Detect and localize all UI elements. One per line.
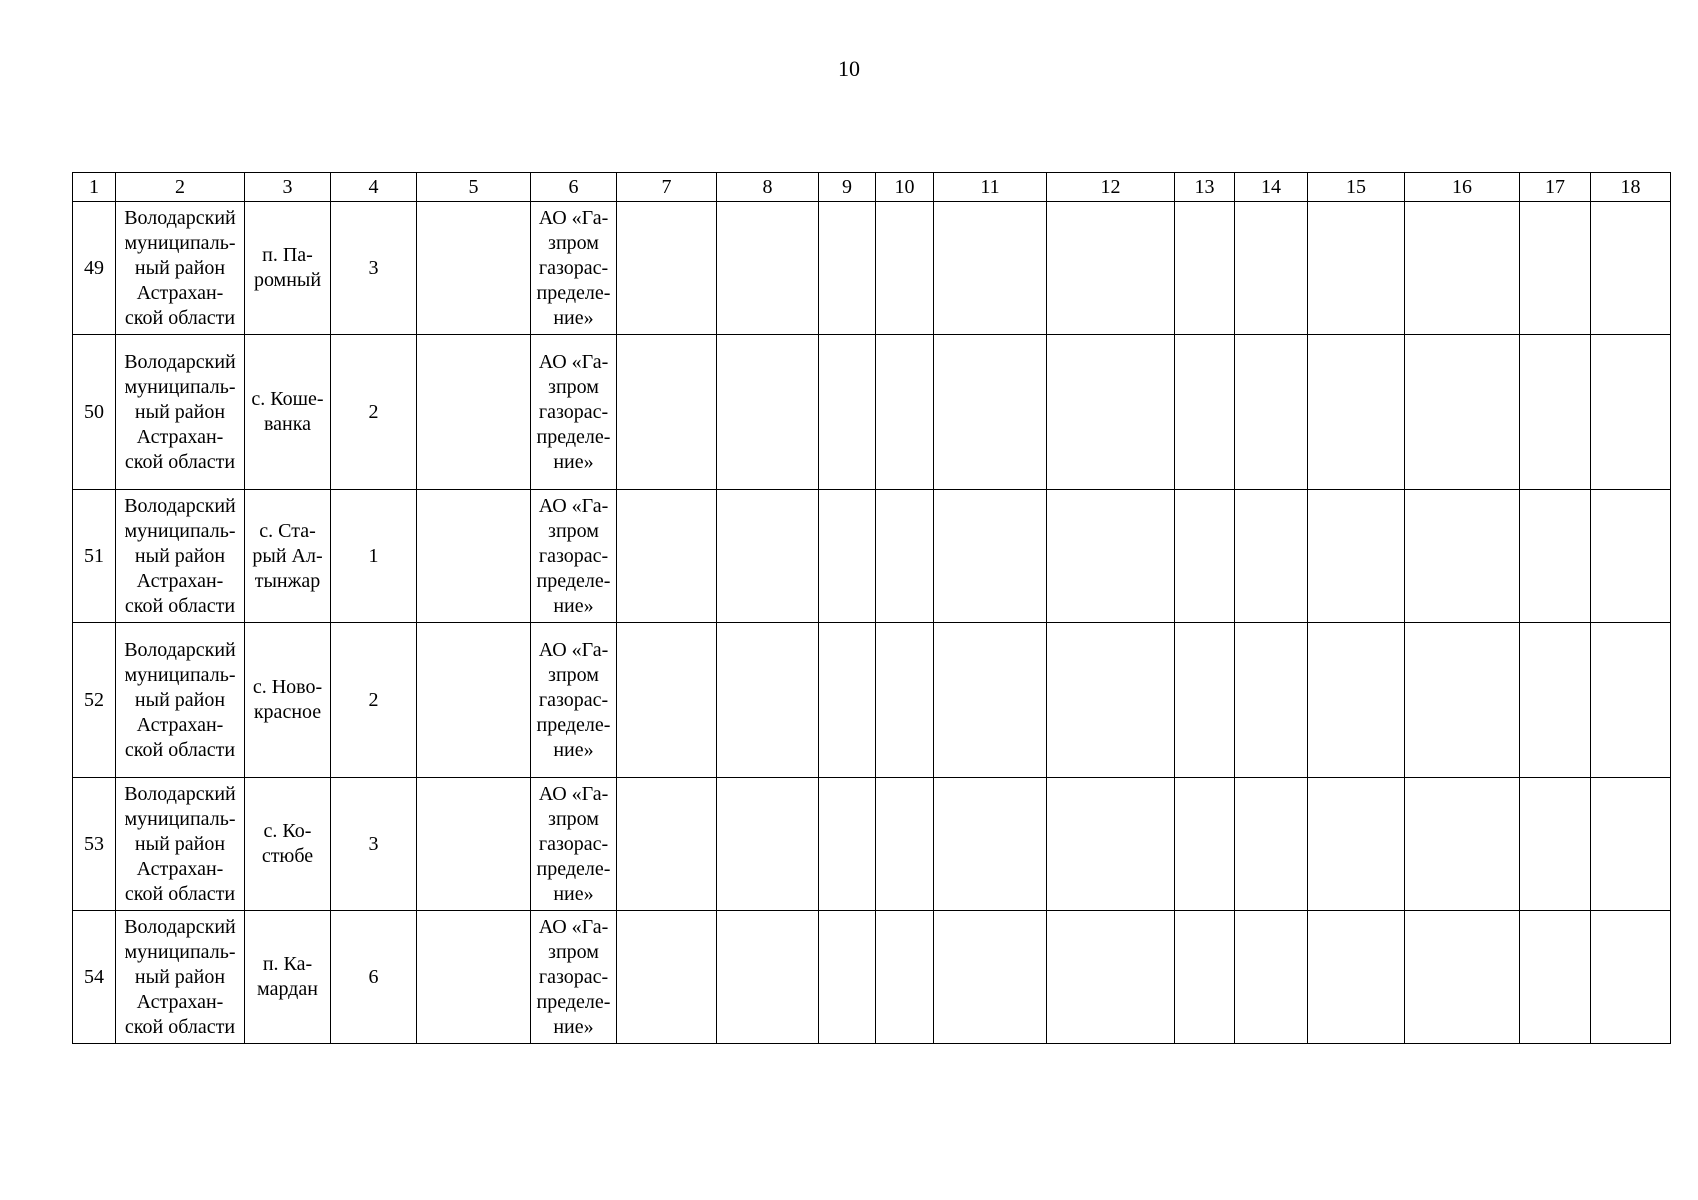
empty-cell <box>1175 490 1235 623</box>
empty-cell <box>1175 335 1235 490</box>
empty-cell <box>1405 335 1520 490</box>
empty-cell <box>1308 335 1405 490</box>
col5-cell <box>417 623 531 778</box>
empty-cell <box>1235 623 1308 778</box>
organization-cell: АО «Га- зпром газорас- пределе- ние» <box>531 623 617 778</box>
empty-cell <box>617 911 717 1044</box>
empty-cell <box>934 490 1047 623</box>
empty-cell <box>617 335 717 490</box>
empty-cell <box>717 623 819 778</box>
settlement-cell: п. Па- ромный <box>245 202 331 335</box>
district-cell: Володарский муниципаль- ный район Астрахан- ской области <box>116 490 245 623</box>
organization-cell: АО «Га- зпром газорас- пределе- ние» <box>531 911 617 1044</box>
empty-cell <box>617 202 717 335</box>
column-header: 6 <box>531 173 617 202</box>
district-cell: Володарский муниципаль- ный район Астрахан- ской области <box>116 911 245 1044</box>
empty-cell <box>1235 778 1308 911</box>
col5-cell <box>417 778 531 911</box>
empty-cell <box>1047 202 1175 335</box>
column-header: 12 <box>1047 173 1175 202</box>
empty-cell <box>1175 778 1235 911</box>
empty-cell <box>1235 911 1308 1044</box>
table-row <box>73 911 1671 1044</box>
empty-cell <box>1175 202 1235 335</box>
empty-cell <box>819 623 876 778</box>
empty-cell <box>1591 623 1671 778</box>
empty-cell <box>1591 335 1671 490</box>
column-header: 16 <box>1405 173 1520 202</box>
empty-cell <box>717 778 819 911</box>
empty-cell <box>934 202 1047 335</box>
empty-cell <box>1405 778 1520 911</box>
settlement-cell: п. Ка- мардан <box>245 911 331 1044</box>
empty-cell <box>1175 911 1235 1044</box>
count-cell: 1 <box>331 490 417 623</box>
table-row <box>73 490 1671 623</box>
empty-cell <box>617 623 717 778</box>
row-number-cell: 54 <box>73 911 116 1044</box>
empty-cell <box>1520 911 1591 1044</box>
organization-cell: АО «Га- зпром газорас- пределе- ние» <box>531 490 617 623</box>
organization-cell: АО «Га- зпром газорас- пределе- ние» <box>531 202 617 335</box>
count-cell: 2 <box>331 335 417 490</box>
empty-cell <box>1405 623 1520 778</box>
column-header: 4 <box>331 173 417 202</box>
empty-cell <box>1591 911 1671 1044</box>
empty-cell <box>717 335 819 490</box>
col5-cell <box>417 335 531 490</box>
count-cell: 3 <box>331 778 417 911</box>
settlement-cell: с. Ко- стюбе <box>245 778 331 911</box>
document-table <box>72 172 1671 1044</box>
empty-cell <box>876 335 934 490</box>
empty-cell <box>1235 202 1308 335</box>
organization-cell: АО «Га- зпром газорас- пределе- ние» <box>531 335 617 490</box>
empty-cell <box>1308 778 1405 911</box>
table-row <box>73 623 1671 778</box>
empty-cell <box>1047 778 1175 911</box>
header-row <box>73 173 1671 202</box>
district-cell: Володарский муниципаль- ный район Астрахан- ской области <box>116 335 245 490</box>
column-header: 10 <box>876 173 934 202</box>
empty-cell <box>1405 490 1520 623</box>
empty-cell <box>819 778 876 911</box>
col5-cell <box>417 202 531 335</box>
settlement-cell: с. Ново- красное <box>245 623 331 778</box>
empty-cell <box>1591 202 1671 335</box>
district-cell: Володарский муниципаль- ный район Астрахан- ской области <box>116 202 245 335</box>
column-header: 2 <box>116 173 245 202</box>
empty-cell <box>1308 623 1405 778</box>
column-header: 11 <box>934 173 1047 202</box>
empty-cell <box>1520 778 1591 911</box>
organization-cell: АО «Га- зпром газорас- пределе- ние» <box>531 778 617 911</box>
column-header: 18 <box>1591 173 1671 202</box>
empty-cell <box>1235 335 1308 490</box>
col5-cell <box>417 911 531 1044</box>
empty-cell <box>1591 490 1671 623</box>
empty-cell <box>1591 778 1671 911</box>
column-header: 17 <box>1520 173 1591 202</box>
empty-cell <box>934 778 1047 911</box>
empty-cell <box>1308 202 1405 335</box>
empty-cell <box>1405 202 1520 335</box>
table-row <box>73 202 1671 335</box>
empty-cell <box>1308 490 1405 623</box>
row-number-cell: 51 <box>73 490 116 623</box>
empty-cell <box>876 490 934 623</box>
settlement-cell: с. Коше- ванка <box>245 335 331 490</box>
empty-cell <box>819 202 876 335</box>
district-cell: Володарский муниципаль- ный район Астрахан- ской области <box>116 778 245 911</box>
column-header: 13 <box>1175 173 1235 202</box>
column-header: 1 <box>73 173 116 202</box>
count-cell: 2 <box>331 623 417 778</box>
page-number: 10 <box>838 56 860 81</box>
empty-cell <box>1235 490 1308 623</box>
empty-cell <box>717 490 819 623</box>
empty-cell <box>1520 335 1591 490</box>
empty-cell <box>1520 202 1591 335</box>
column-header: 14 <box>1235 173 1308 202</box>
empty-cell <box>876 778 934 911</box>
column-header: 9 <box>819 173 876 202</box>
row-number-cell: 49 <box>73 202 116 335</box>
count-cell: 3 <box>331 202 417 335</box>
empty-cell <box>1405 911 1520 1044</box>
empty-cell <box>934 623 1047 778</box>
table-row <box>73 778 1671 911</box>
empty-cell <box>934 335 1047 490</box>
empty-cell <box>876 911 934 1044</box>
empty-cell <box>1047 335 1175 490</box>
empty-cell <box>1308 911 1405 1044</box>
empty-cell <box>1047 623 1175 778</box>
empty-cell <box>717 911 819 1044</box>
empty-cell <box>819 490 876 623</box>
row-number-cell: 50 <box>73 335 116 490</box>
column-header: 15 <box>1308 173 1405 202</box>
empty-cell <box>876 623 934 778</box>
district-cell: Володарский муниципаль- ный район Астрахан- ской области <box>116 623 245 778</box>
count-cell: 6 <box>331 911 417 1044</box>
empty-cell <box>717 202 819 335</box>
empty-cell <box>1520 623 1591 778</box>
column-header: 7 <box>617 173 717 202</box>
table-row <box>73 335 1671 490</box>
column-header: 5 <box>417 173 531 202</box>
row-number-cell: 53 <box>73 778 116 911</box>
settlement-cell: с. Ста- рый Ал- тынжар <box>245 490 331 623</box>
empty-cell <box>819 911 876 1044</box>
empty-cell <box>617 490 717 623</box>
empty-cell <box>617 778 717 911</box>
empty-cell <box>819 335 876 490</box>
empty-cell <box>1047 911 1175 1044</box>
column-header: 3 <box>245 173 331 202</box>
col5-cell <box>417 490 531 623</box>
empty-cell <box>876 202 934 335</box>
empty-cell <box>1520 490 1591 623</box>
row-number-cell: 52 <box>73 623 116 778</box>
empty-cell <box>934 911 1047 1044</box>
column-header: 8 <box>717 173 819 202</box>
empty-cell <box>1175 623 1235 778</box>
empty-cell <box>1047 490 1175 623</box>
